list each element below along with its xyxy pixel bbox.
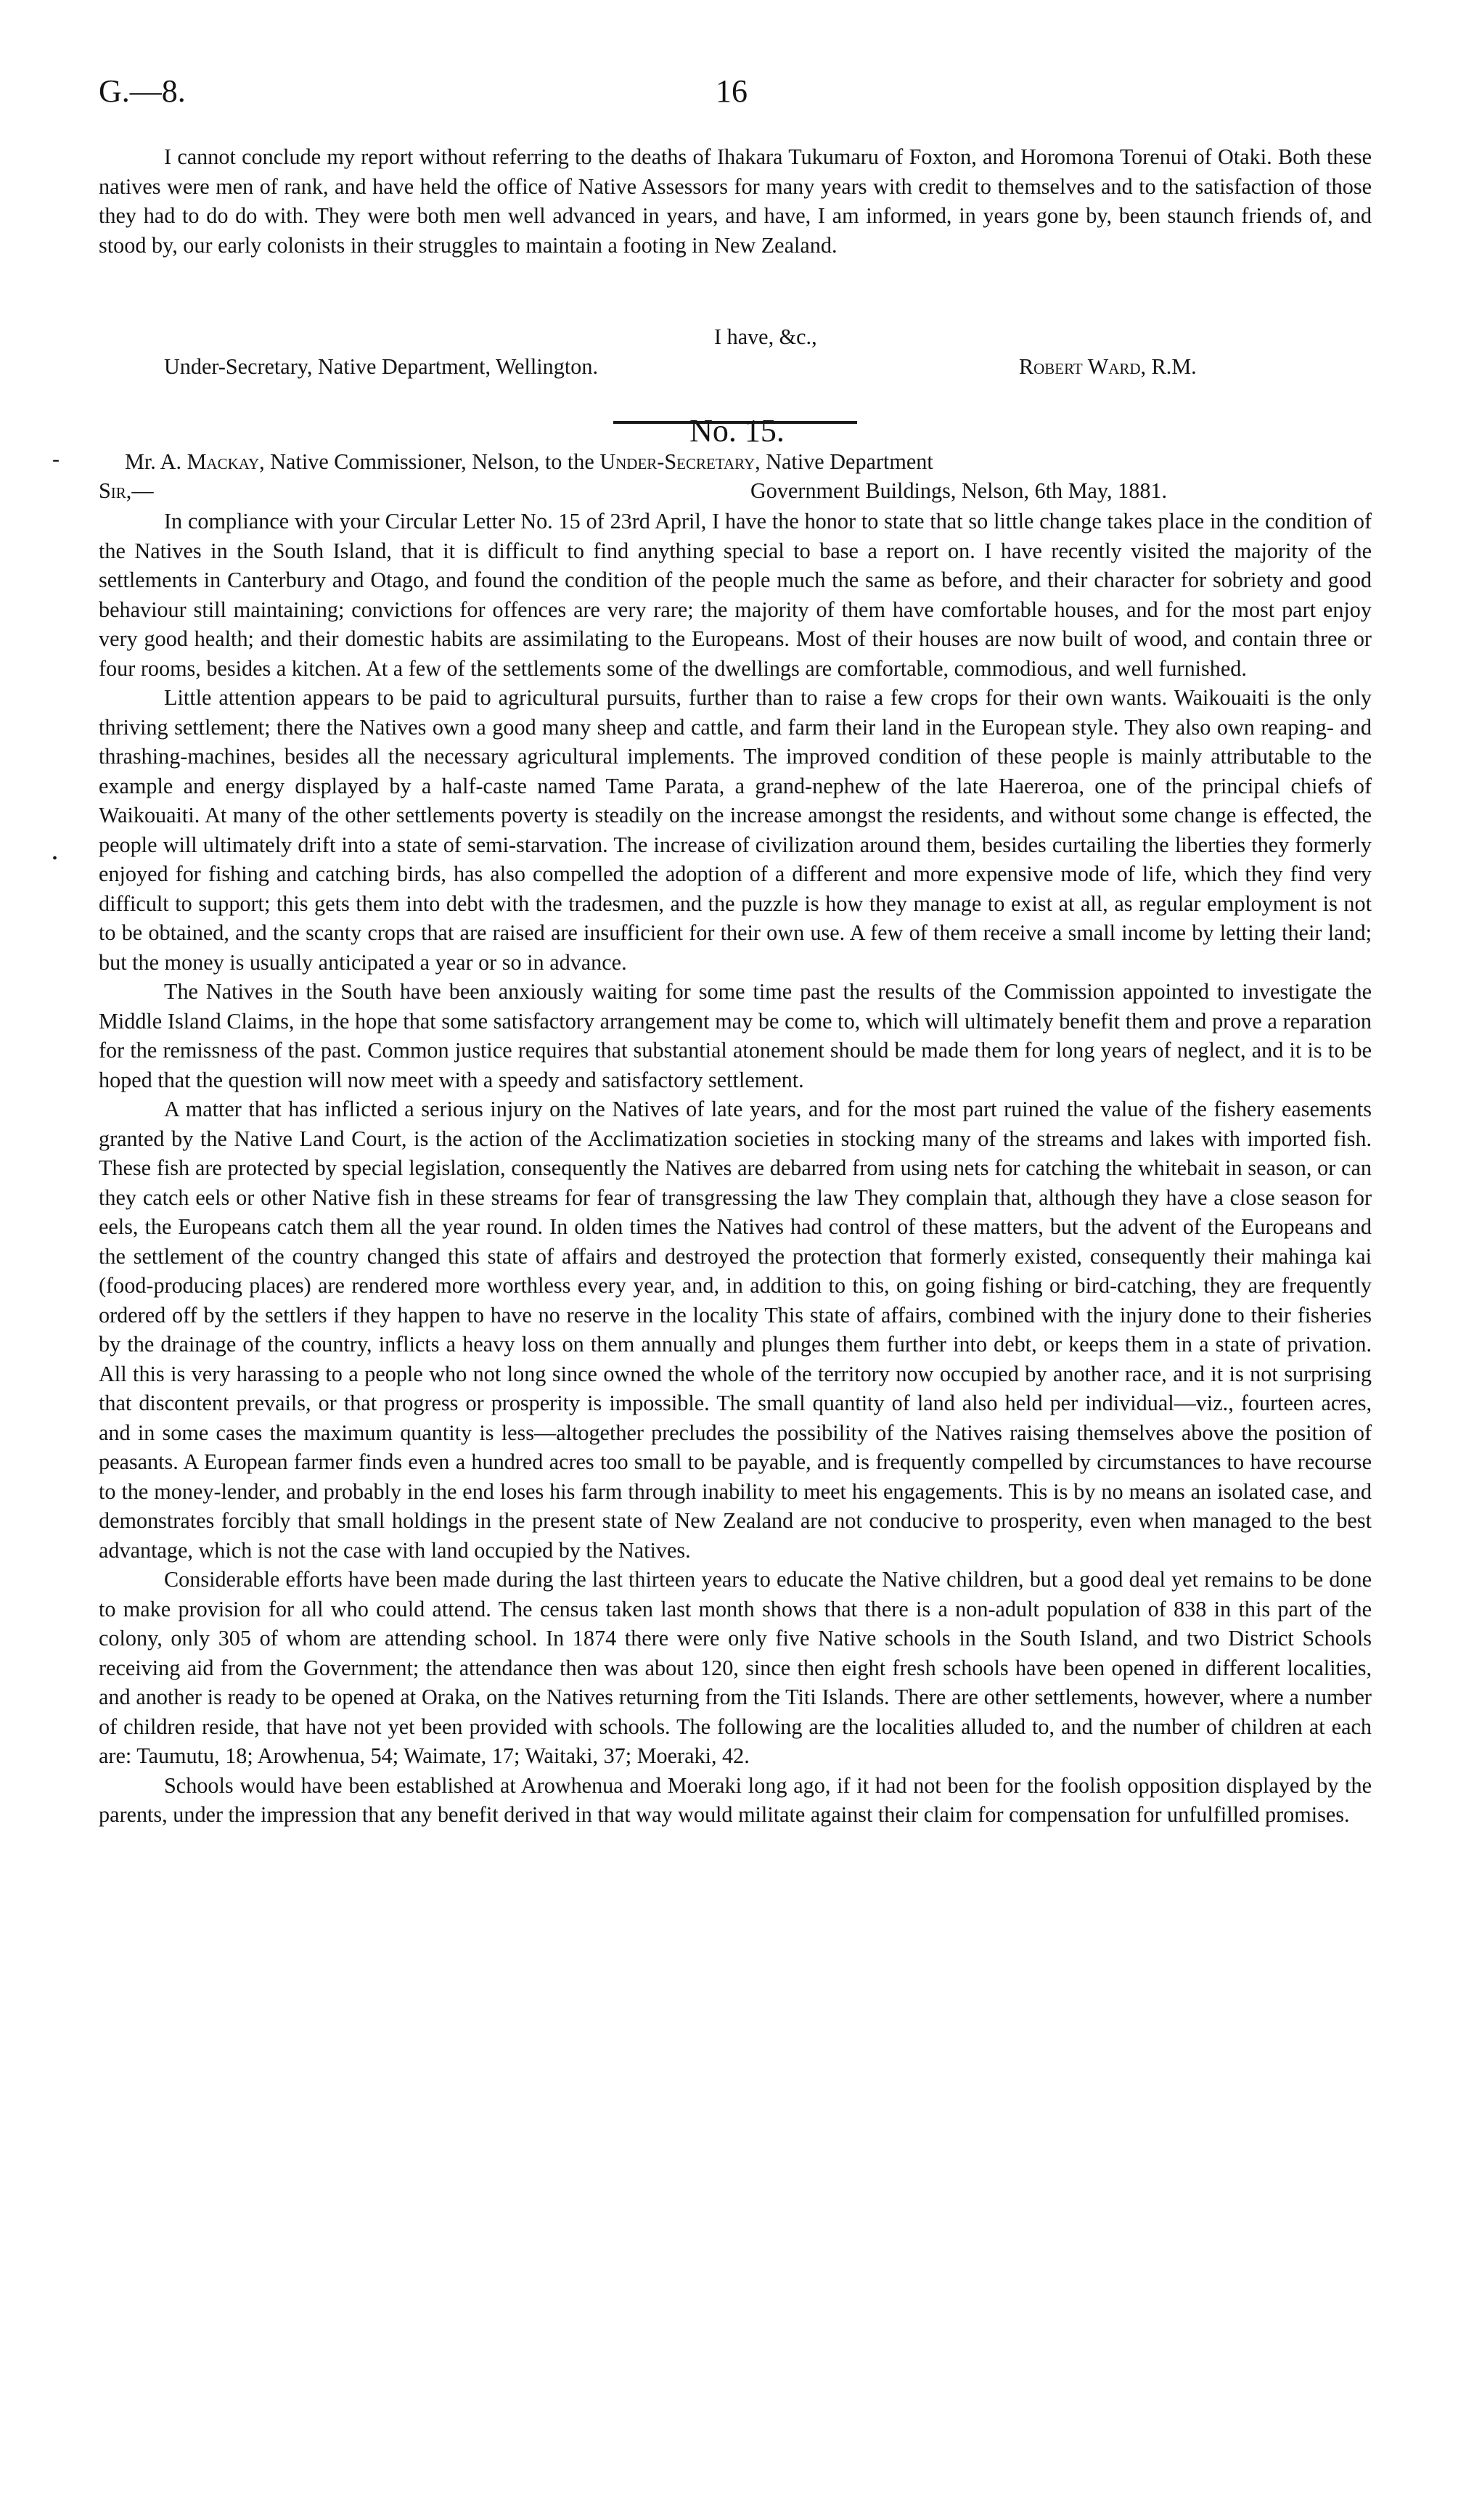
margin-dot-mark: • — [52, 851, 58, 867]
address-date: Government Buildings, Nelson, 6th May, 1881. — [750, 478, 1168, 503]
letter-body — [99, 507, 1372, 1830]
closing-paragraph: I cannot conclude my report without referring to the deaths of Ihakara Tukumaru of Foxton, and Horomona Torenui of Otaki. Both these natives were men of rank, and have held the office of Native Assessors for many years with credit to themselves and to the satisfaction of those they had to do do with. They were both men well advanced in years, and have, I am informed, in years gone by, been staunch friends of, and stood by, our early colonists in their struggles to maintain a footing in New Zealand. — [99, 144, 1372, 258]
from-suffix: , Native Department — [755, 449, 933, 474]
page-number: 16 — [716, 73, 748, 109]
letter-salutation: Sir,— — [99, 478, 154, 503]
from-prefix: Mr. A. — [125, 449, 187, 474]
from-line-text — [125, 447, 933, 476]
closing-salutation: I have, &c., — [714, 324, 817, 349]
letter-paragraph-4: A matter that has inflicted a serious injury on the Natives of late years, and for the most part ruined the value of the fishery easements granted by the Native Land Court, is the action of the Acclimatization societies in stocking many of the streams and lakes with imported fish. These fish are protected by special legislation, consequently the Natives are debarred from using nets for catching the whitebait in season, or can they catch eels or other Native fish in these streams for fear of transgressing the law They complain that, although they have a close season for eels, the Europeans catch them all the year round. In olden times the Natives had control of these matters, but the advent of the Europeans and the settlement of the country changed this state of affairs and destroyed the protection that formerly existed, consequently their mahinga kai (food-producing places) are rendered more worthless every year, and, in addition to this, on going fishing or bird-catching, they are frequently ordered off by the settlers if they happen to have no reserve in the locality This state of affairs, combined with the injury done to their fisheries by the drainage of the country, inflicts a heavy loss on them annually and plunges them further into debt, or keeps them in a state of privation. All this is very harassing to a people who not long since owned the whole of the territory now occupied by another race, and it is not surprising that discontent prevails, or that progress or prosperity is impossible. The small quantity of land also held per individual—viz., fourteen acres, and in some cases the maximum quantity is less—altogether precludes the possibility of the Natives raising themselves above the position of peasants. A European farmer finds even a hundred acres too small to be payable, and is frequently compelled by circumstances to have recourse to the money-lender, and probably in the end loses his farm through inability to meet his engagements. This is by no means an isolated case, and demonstrates forcibly that small holdings in the present state of New Zealand are not conducive to prosperity, even when managed to the best advantage, which is not the case with land occupied by the Natives. — [99, 1097, 1372, 1563]
from-recipient: Under-Secretary — [599, 449, 756, 474]
signature: Robert Ward, R.M. — [1019, 354, 1197, 379]
letter-paragraph-5: Considerable efforts have been made during the last thirteen years to educate the Native children, but a good deal yet remains to be done to make provision for all who could attend. The census taken last month shows that there is a non-adult population of 838 in this part of the colony, only 305 of whom are attending school. In 1874 there were only five Native schools in the South Island, and two District Schools receiving aid from the Government; the attendance then was about 120, since then eight fresh schools have been opened in different localities, and another is ready to be opened at Oraka, on the Natives returning from the Titi Islands. There are other settlements, however, where a number of children reside, that have not yet been provided with schools. The following are the localities alluded to, and the number of children at each are: Taumutu, 18; Arowhenua, 54; Waimate, 17; Waitaki, 37; Moeraki, 42. — [99, 1567, 1372, 1768]
document-reference: G.—8. — [99, 73, 186, 109]
letter-paragraph-3: The Natives in the South have been anxiously waiting for some time past the results of the Commission appointed to investigate the Middle Island Claims, in the hope that some satisfactory arrangement may be come to, which will ultimately benefit them and prove a reparation for the remissness of the past. Common justice requires that substantial atonement should be made them for long years of neglect, and it is to be hoped that the question will now meet with a speedy and satisfactory settlement. — [99, 979, 1372, 1092]
letter-paragraph-1: In compliance with your Circular Letter No. 15 of 23rd April, I have the honor to state that so little change takes place in the condition of the Natives in the South Island, that it is difficult to find anything special to base a report on. I have recently visited the majority of the settlements in Canterbury and Otago, and found the condition of the people much the same as before, and their character for sobriety and good behaviour still maintaining; convictions for offences are very rare; the majority of them have comfortable houses, and for the most part enjoy very good health; and their domestic habits are assimilating to the Europeans. Most of their houses are now built of wood, and contain three or four rooms, besides a kitchen. At a few of the settlements some of the dwellings are comfortable, commodious, and well furnished. — [99, 509, 1372, 681]
letter-paragraph-6: Schools would have been established at Arowhenua and Moeraki long ago, if it had not been for the foolish opposition displayed by the parents, under the impression that any benefit derived in that way would militate against their claim for compensation for unfulfilled promises. — [99, 1772, 1372, 1827]
margin-dash-mark: - — [52, 447, 60, 471]
addressee: Under-Secretary, Native Department, Wellington. — [164, 354, 598, 379]
from-middle: , Native Commissioner, Nelson, to the — [259, 449, 600, 474]
letter-title: No. 15. — [689, 413, 785, 449]
letter-paragraph-2: Little attention appears to be paid to agricultural pursuits, further than to raise a few crops for their own wants. Waikouaiti is the only thriving settlement; there the Natives own a good many sheep and cattle, and farm their land in the European style. They also own reaping- and thrashing-machines, besides all the necessary agricultural implements. The improved condition of these people is mainly attributable to the example and energy displayed by a half-caste named Tame Parata, a grand-nephew of the late Haereroa, one of the principal chiefs of Waikouaiti. At many of the other settlements poverty is steadily on the increase amongst the residents, and without some change is effected, the people will ultimately drift into a state of semi-starvation. The increase of civilization around them, besides curtailing the liberties they formerly enjoyed for fishing and catching birds, has also compelled the adoption of a different and more expensive mode of life, which they find very difficult to support; this gets them into debt with the tradesmen, and the puzzle is how they manage to exist at all, as regular employment is not to be obtained, and the scanty crops that are raised are insufficient for their own use. A few of them receive a small income by letting their land; but the money is usually anticipated a year or so in advance. — [99, 685, 1372, 975]
closing-paragraph-block — [99, 142, 1372, 260]
from-name: Mackay — [187, 449, 260, 474]
